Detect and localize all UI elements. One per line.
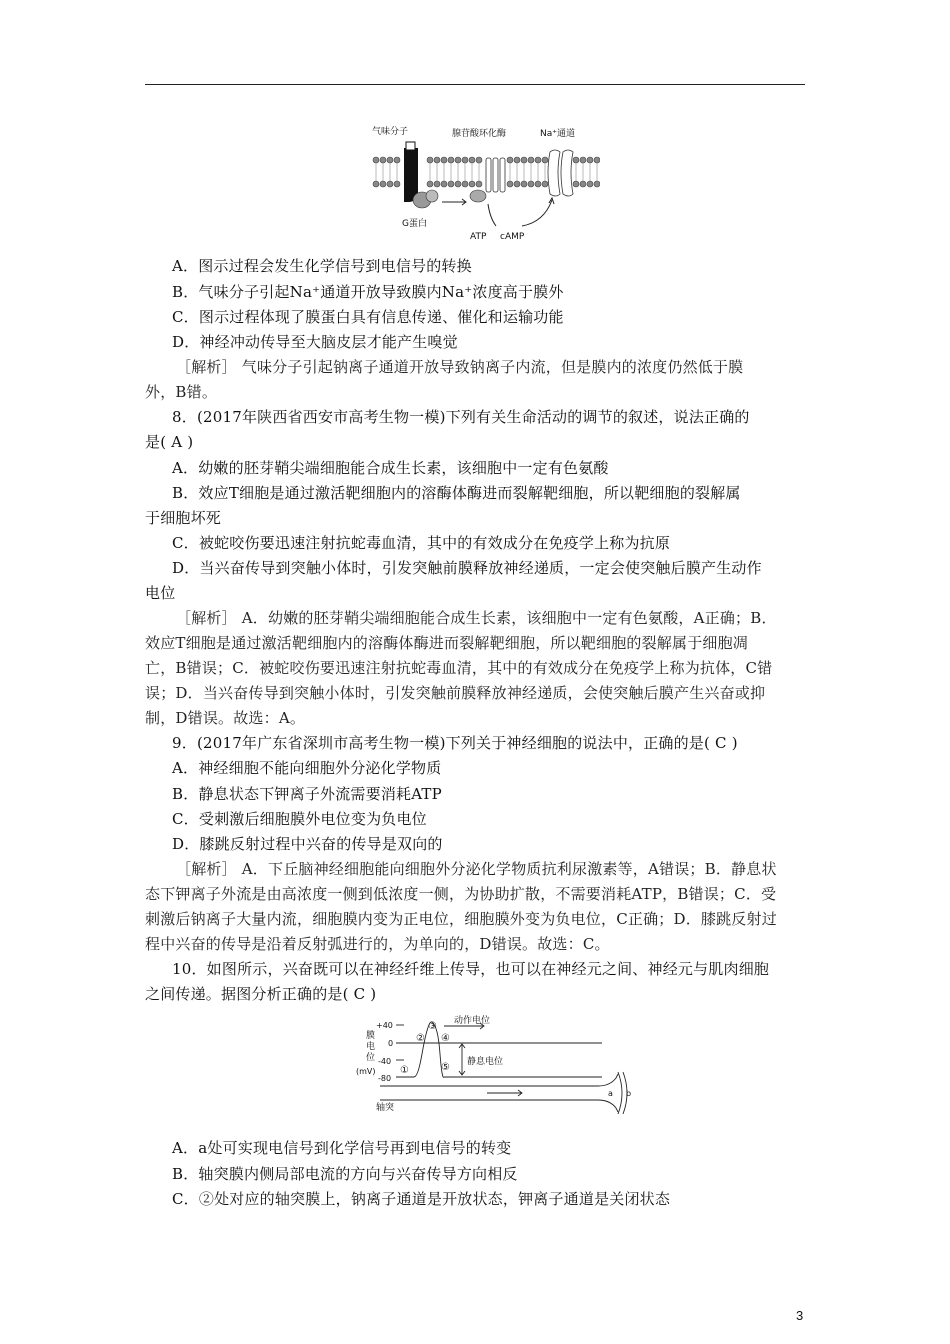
q8-stem-line-2: 是( A ) [145,433,194,451]
q7-analysis-line-2: 外，B错。 [145,383,218,401]
tick-minus40: -40 [378,1057,392,1066]
q9-option-c: C．受刺激后细胞膜外电位变为负电位 [172,810,427,828]
g-protein-label: G蛋白 [402,219,427,229]
q7-option-c: C．图示过程体现了膜蛋白具有信息传递、催化和运输功能 [172,308,564,326]
resting-potential-label: 静息电位 [467,1057,504,1067]
q8-option-a: A．幼嫩的胚芽鞘尖端细胞能合成生长素，该细胞中一定有色氨酸 [172,459,609,477]
q8-option-d: D．当兴奋传导到突触小体时，引发突触前膜释放神经递质，一定会使突触后膜产生动作 [172,559,762,577]
q9-analysis-line-3: 刺激后钠离子大量内流，细胞膜内变为正电位，细胞膜外变为负电位，C正确；D．膝跳反射过 [145,910,777,928]
page-number: 3 [796,1308,804,1323]
tick-0: 0 [388,1039,394,1048]
q8-option-c: C．被蛇咬伤要迅速注射抗蛇毒血清，其中的有效成分在免疫学上称为抗原 [172,534,671,552]
q8-option-d-cont: 电位 [145,584,176,602]
label-a: a [608,1089,613,1098]
marker-4: ④ [441,1033,450,1044]
camp-label: cAMP [500,232,525,242]
q9-option-b: B．静息状态下钾离子外流需要消耗ATP [172,785,442,803]
tick-minus80: -80 [378,1074,392,1083]
axon-label: 轴突 [376,1103,395,1113]
q8-analysis-line-2: 效应T细胞是通过激活靶细胞内的溶酶体酶进而裂解靶细胞，所以靶细胞的裂解属于细胞凋 [145,634,749,652]
q10-option-c: C．②处对应的轴突膜上，钠离子通道是开放状态，钾离子通道是关闭状态 [172,1190,671,1208]
q9-analysis-line-1: ［解析］ A．下丘脑神经细胞能向细胞外分泌化学物质抗利尿激素等，A错误；B．静息状 [176,860,777,878]
q8-analysis-line-5: 制，D错误。故选：A。 [145,709,306,727]
q8-stem-line-1: 8．(2017年陕西省西安市高考生物一模)下列有关生命活动的调节的叙述，说法正确的 [172,408,750,426]
q7-analysis-line-1: ［解析］ 气味分子引起钠离子通道开放导致钠离子内流，但是膜内的浓度仍然低于膜 [176,358,744,376]
marker-3: ③ [428,1021,437,1032]
adenylate-cyclase-shape [486,158,505,192]
q10-option-a: A．a处可实现电信号到化学信号再到电信号的转变 [172,1139,512,1157]
marker-5: ⑤ [441,1062,450,1073]
y-axis-char-2: 电 [366,1042,376,1052]
q8-analysis-line-4: 误；D．当兴奋传导到突触小体时，引发突触前膜释放神经递质，会使突触后膜产生兴奋或抑 [145,684,766,702]
y-axis-unit: (mV) [356,1067,376,1076]
y-axis-char-3: 位 [366,1053,376,1063]
q8-option-b-cont: 于细胞坏死 [145,509,222,527]
marker-1: ① [400,1065,409,1076]
q7-option-a: A．图示过程会发生化学信号到电信号的转换 [172,257,472,275]
y-axis-char-1: 膜 [366,1031,376,1041]
q7-option-d: D．神经冲动传导至大脑皮层才能产生嗅觉 [172,333,458,351]
q10-stem-line-2: 之间传递。据图分析正确的是( C ) [145,985,377,1003]
q9-option-a: A．神经细胞不能向细胞外分泌化学物质 [172,759,442,777]
na-channel-label: Na⁺通道 [540,129,575,139]
na-channel-shape [548,150,573,196]
adenylate-cyclase-label: 腺苷酸环化酶 [452,129,507,139]
action-potential-label: 动作电位 [454,1016,491,1026]
atp-label: ATP [470,232,487,242]
odor-molecule-shape [406,142,415,150]
q10-option-b: B．轴突膜内侧局部电流的方向与兴奋传导方向相反 [172,1165,518,1183]
action-potential-figure [352,1014,637,1114]
tick-plus40: +40 [376,1021,393,1030]
q8-option-b: B．效应T细胞是通过激活靶细胞内的溶酶体酶进而裂解靶细胞，所以靶细胞的裂解属 [172,484,741,502]
olfactory-membrane-figure [370,122,600,244]
q9-analysis-line-4: 程中兴奋的传导是沿着反射弧进行的，为单向的，D错误。故选：C。 [145,935,610,953]
q8-analysis-line-3: 亡，B错误；C．被蛇咬伤要迅速注射抗蛇毒血清，其中的有效成分在免疫学上称为抗体，C错 [145,659,773,677]
label-b: b [626,1089,632,1098]
odor-molecule-label: 气味分子 [372,127,409,137]
marker-2: ② [416,1033,425,1044]
q7-option-b: B．气味分子引起Na⁺通道开放导致膜内Na⁺浓度高于膜外 [172,283,564,301]
q9-analysis-line-2: 态下钾离子外流是由高浓度一侧到低浓度一侧，为协助扩散，不需要消耗ATP，B错误；C．受 [145,885,777,903]
q8-analysis-line-1: ［解析］ A．幼嫩的胚芽鞘尖端细胞能合成生长素，该细胞中一定有色氨酸，A正确；B． [176,609,777,627]
q9-stem: 9．(2017年广东省深圳市高考生物一模)下列关于神经细胞的说法中，正确的是( C ) [172,734,738,752]
header-rule [145,84,805,85]
q10-stem-line-1: 10．如图所示，兴奋既可以在神经纤维上传导，也可以在神经元之间、神经元与肌肉细胞 [172,960,770,978]
q9-option-d: D．膝跳反射过程中兴奋的传导是双向的 [172,835,443,853]
